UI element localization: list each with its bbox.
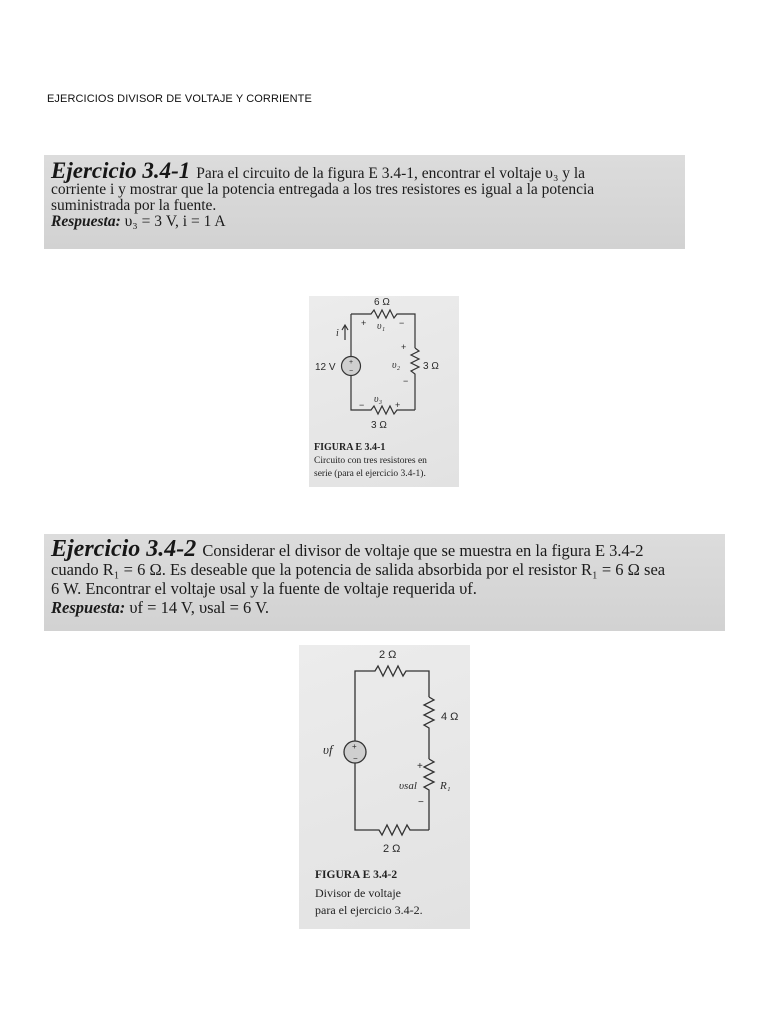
figure-1-caption-line-1: Circuito con tres resistores en (314, 456, 427, 466)
bottom-resistor-label: 2 Ω (383, 843, 401, 855)
exercise-2-line-1 (51, 536, 717, 562)
circuit-diagram-1 (309, 296, 459, 446)
exercise-2-answer (51, 598, 717, 617)
top-resistor-2-ohm (355, 666, 429, 742)
exercise-1-text-1: Para el circuito de la figura E 3.4-1, encontrar el voltaje υ₃ y la (196, 165, 586, 182)
source-minus-sign: − (353, 754, 358, 763)
source-plus-sign: + (349, 359, 354, 366)
exercise-1-title: Ejercicio 3.4-1 (51, 158, 191, 183)
v3-label: υ₃ (374, 394, 383, 405)
exercise-3-4-1-box (44, 155, 685, 249)
exercise-1-line-2: corriente i y mostrar que la potencia entregada a los tres resistores es igual a la potencia (51, 181, 595, 198)
right-resistor-3-ohm (411, 348, 419, 410)
v2-plus: + (401, 342, 407, 352)
right-resistor-label: 4 Ω (441, 711, 459, 723)
exercise-1-answer-text: υ₃ = 3 V, i = 1 A (124, 213, 226, 230)
figure-2-caption-line-1: Divisor de voltaje (315, 886, 401, 900)
exercise-1-line-3: suministrada por la fuente. (51, 197, 217, 214)
bottom-resistor-label: 3 Ω (371, 420, 387, 431)
exercise-2-line-2: cuando R₁ = 6 Ω. Es deseable que la potencia de salida absorbida por el resistor R₁ = 6 Ω sea (51, 560, 666, 579)
exercise-1-answer (51, 214, 677, 230)
document-heading: EJERCICIOS DIVISOR DE VOLTAJE Y CORRIENTE (47, 93, 312, 105)
vout-plus: + (417, 761, 423, 772)
source-voltage-label: 12 V (315, 362, 336, 373)
v2-label: υ₂ (392, 360, 401, 371)
right-resistor-4-ohm (424, 697, 434, 759)
source-label: υf (323, 742, 333, 757)
v3-plus: + (395, 400, 401, 410)
figure-1-caption-line-2: serie (para el ejercicio 3.4-1). (314, 469, 426, 479)
figure-2-caption-label (315, 869, 397, 881)
exercise-2-title: Ejercicio 3.4-2 (51, 536, 197, 562)
vout-minus: − (418, 797, 424, 808)
figure-e-3-4-2 (299, 645, 470, 929)
right-resistor-label: 3 Ω (423, 361, 439, 372)
current-label: i (336, 328, 339, 339)
exercise-1-answer-label: Respuesta: (51, 213, 121, 230)
v2-minus: − (403, 376, 409, 386)
figure-2-caption-label-text: FIGURA E 3.4-2 (315, 869, 398, 881)
exercise-2-answer-text: υf = 14 V, υsal = 6 V. (129, 598, 270, 617)
source-minus-sign: − (349, 368, 354, 375)
figure-e-3-4-1 (309, 296, 459, 487)
exercise-2-line-3: 6 W. Encontrar el voltaje υsal y la fuente de voltaje requerida υf. (51, 579, 477, 598)
circuit-diagram-2 (299, 645, 470, 865)
exercise-1-line-1 (51, 158, 677, 183)
exercise-3-4-2-box (44, 534, 725, 631)
v1-minus: − (399, 318, 405, 328)
figure-1-caption-label-text: FIGURA E 3.4-1 (314, 442, 386, 453)
exercise-2-answer-label: Respuesta: (51, 598, 126, 617)
v3-minus: − (359, 400, 365, 410)
top-resistor-label: 2 Ω (379, 649, 397, 661)
vout-label: υsal (399, 780, 417, 792)
r1-resistor (424, 759, 434, 830)
figure-2-caption-line-2: para el ejercicio 3.4-2. (315, 903, 423, 917)
figure-1-caption-label (314, 442, 385, 453)
r1-label: R₁ (440, 780, 451, 792)
v1-plus: + (361, 318, 367, 328)
v1-label: υ₁ (377, 321, 386, 332)
source-plus-sign: + (352, 742, 357, 751)
exercise-2-text-1: Considerar el divisor de voltaje que se muestra en la figura E 3.4-2 (202, 541, 644, 560)
top-resistor-label: 6 Ω (374, 297, 390, 308)
